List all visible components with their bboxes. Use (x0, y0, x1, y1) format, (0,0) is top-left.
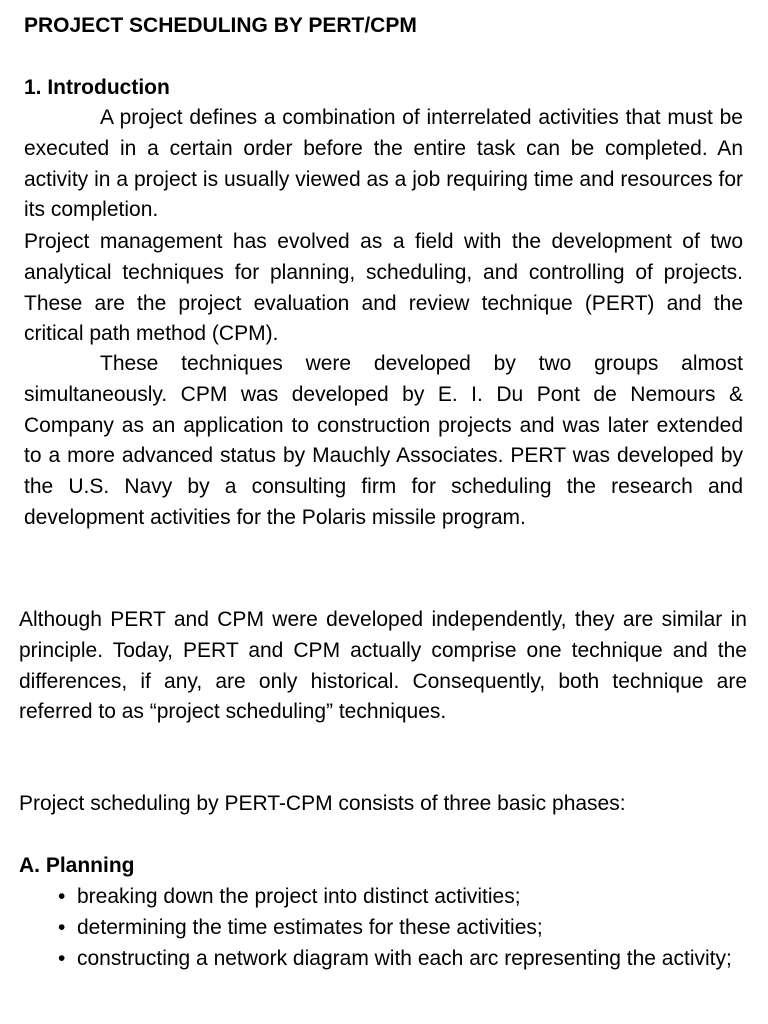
planning-list-item (58, 912, 748, 943)
bullet-icon: • (58, 947, 66, 970)
planning-item-text: breaking down the project into distinct activities; (77, 885, 521, 908)
bullet-icon: • (58, 916, 66, 939)
phases-intro-paragraph: Project scheduling by PERT-CPM consists of three basic phases: (19, 792, 626, 815)
introduction-heading: 1. Introduction (24, 76, 170, 99)
planning-heading: A. Planning (19, 854, 135, 877)
similarity-paragraph: Although PERT and CPM were developed independently, they are similar in principle. Today, PERT and CPM actually comprise one technique and the differences, if any, are only historical. Consequently, both technique are referred to as “project scheduling” techniques. (19, 608, 747, 724)
planning-list-item (58, 881, 748, 912)
intro-paragraph-2: Project management has evolved as a field with the development of two analytical techniques for planning, scheduling, and controlling of projects. These are the project evaluation and review technique (PERT) and the critical path method (CPM). (24, 230, 743, 346)
planning-item-text: determining the time estimates for these activities; (77, 916, 543, 939)
planning-item-text: constructing a network diagram with each arc representing the activity; (77, 947, 732, 970)
document-title: PROJECT SCHEDULING BY PERT/CPM (24, 14, 417, 37)
intro-paragraph-1: A project defines a combination of interrelated activities that must be executed in a certain order before the entire task can be completed. An activity in a project is usually viewed as a job requiring time and resources for its completion. (24, 106, 743, 222)
intro-paragraph-3: These techniques were developed by two groups almost simultaneously. CPM was developed by E. I. Du Pont de Nemours & Company as an application to construction projects and was later extended to a more advanced status by Mauchly Associates. PERT was developed by the U.S. Navy by a consulting firm for scheduling the research and development activities for the Polaris missile program. (24, 352, 743, 529)
bullet-icon: • (58, 885, 66, 908)
planning-list (58, 881, 748, 974)
planning-list-item (58, 943, 748, 974)
